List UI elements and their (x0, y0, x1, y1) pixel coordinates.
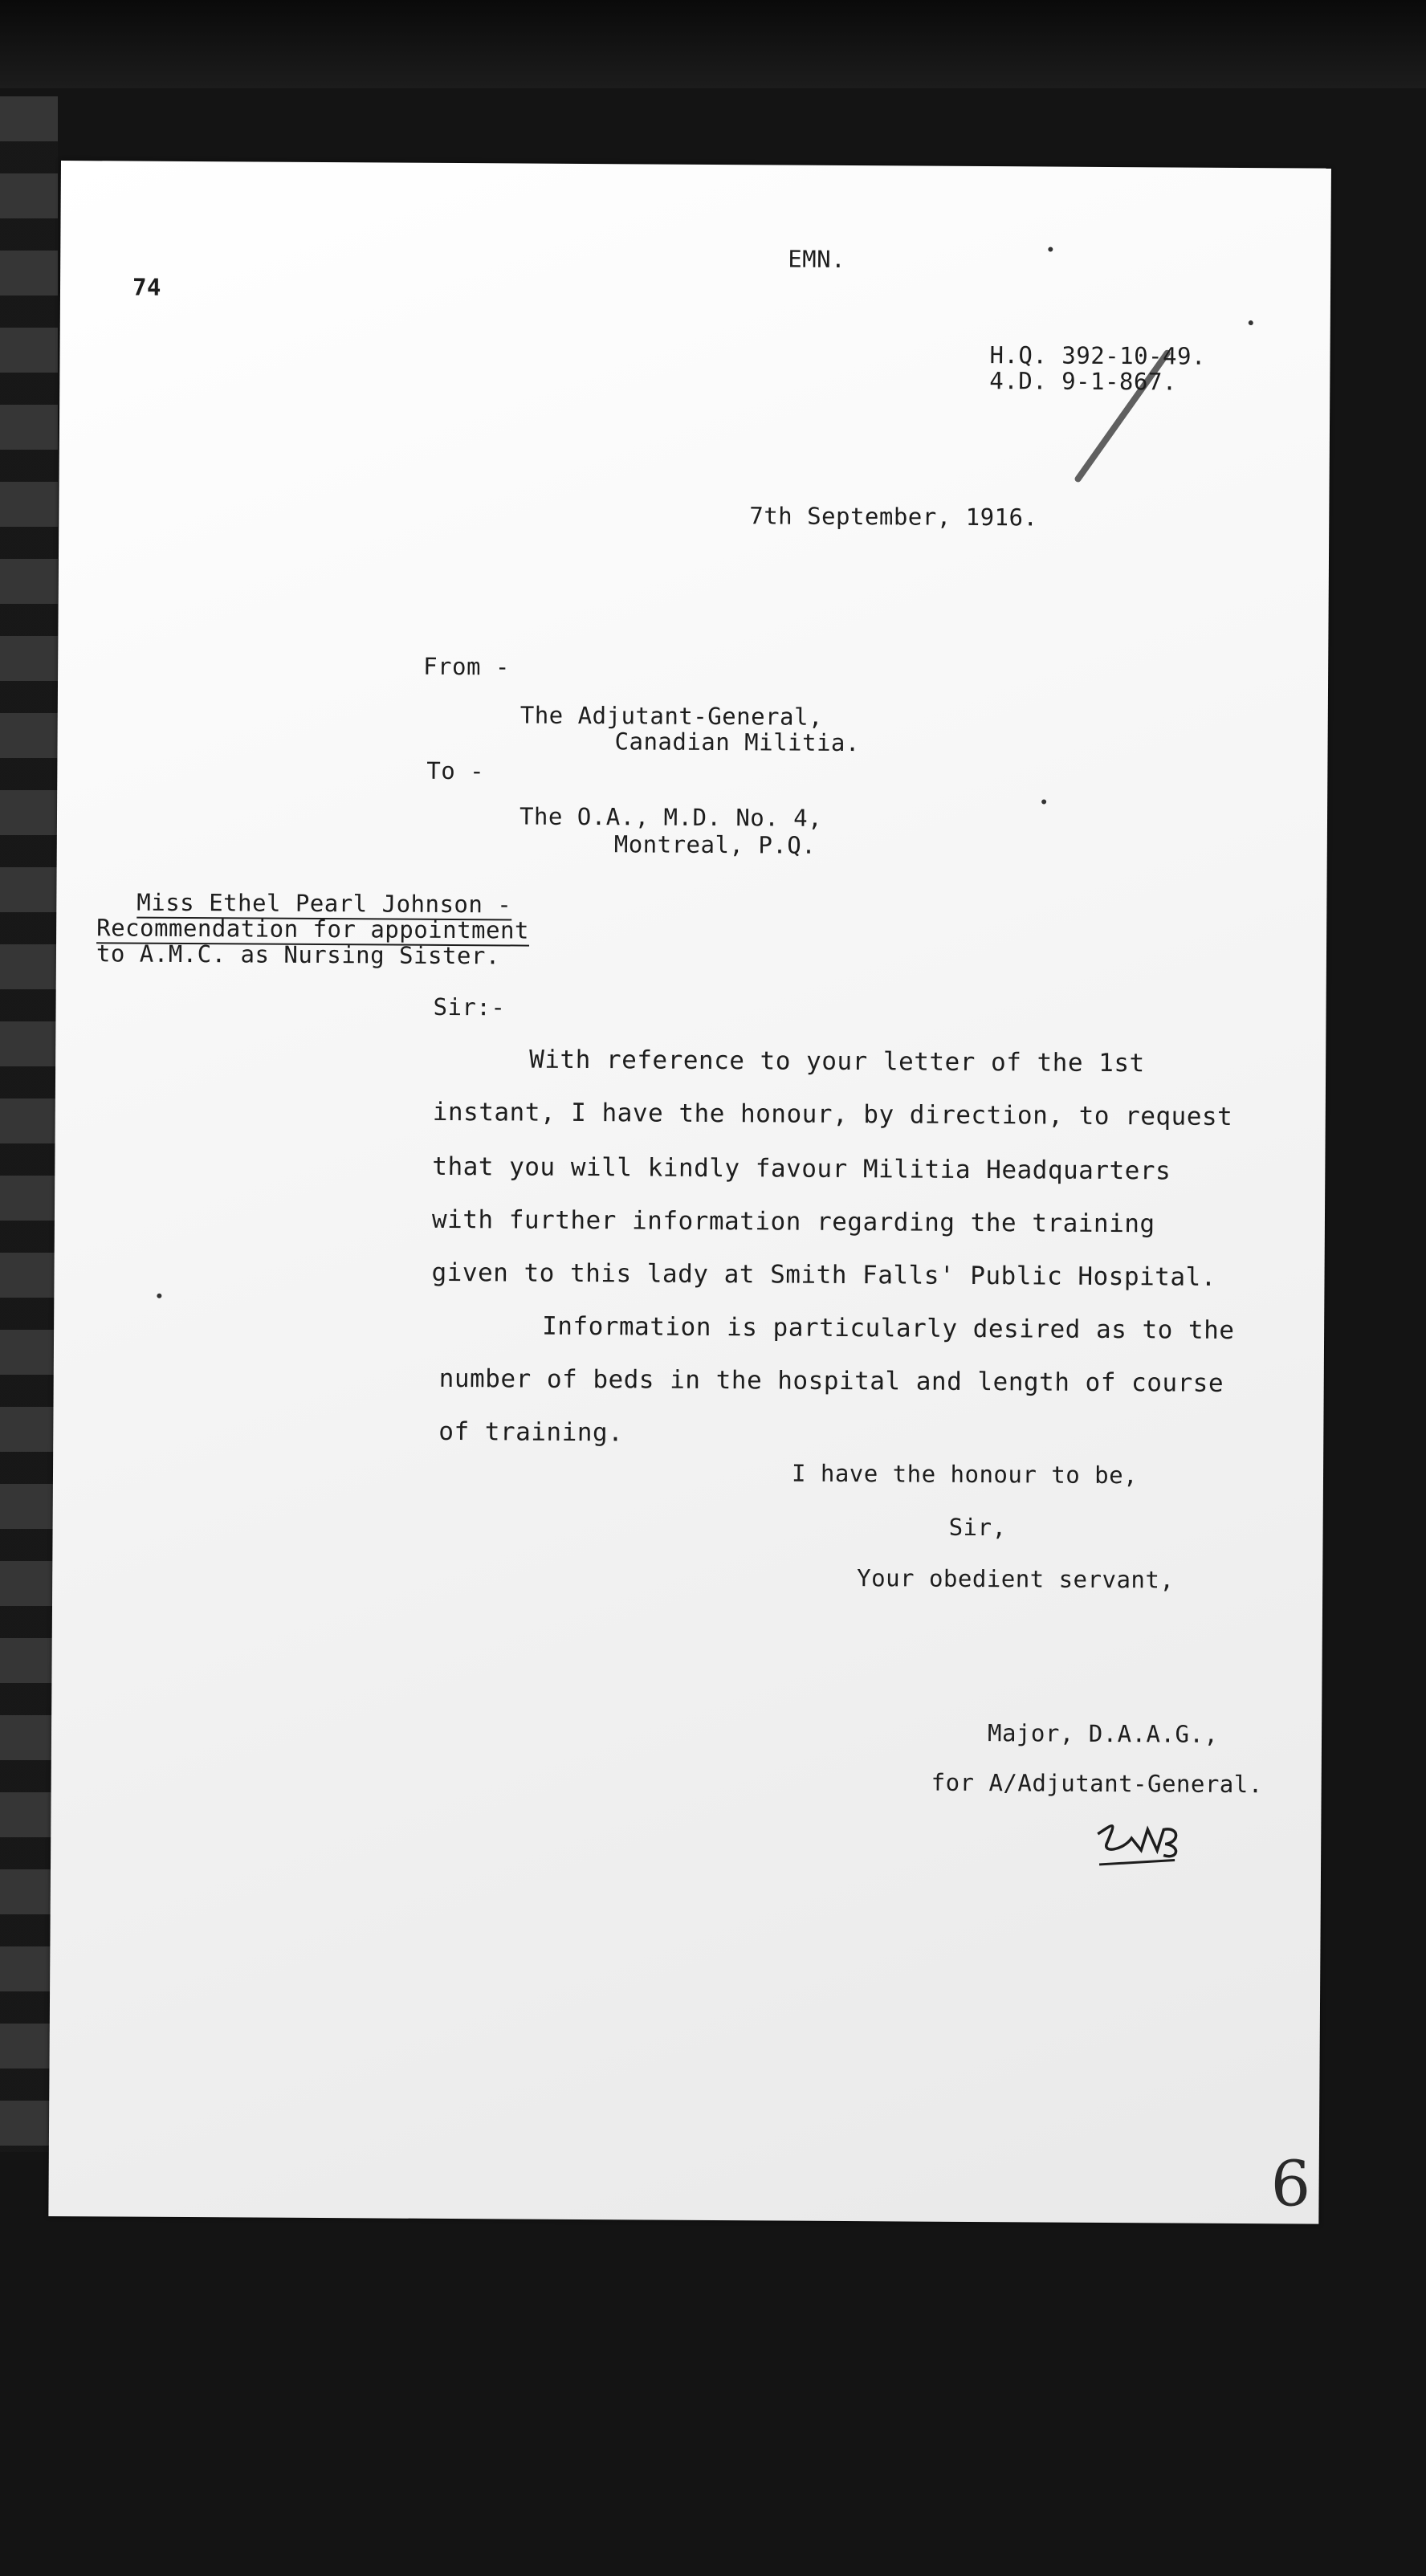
closing-line: I have the honour to be, (791, 1459, 1139, 1490)
to-label: To - (426, 756, 485, 785)
film-strip-edge (0, 96, 58, 2152)
from-line: The Adjutant-General, (519, 701, 824, 731)
salutation: Sir:- (433, 992, 506, 1021)
signature-title: Major, D.A.A.G., (987, 1719, 1219, 1748)
handwritten-initials-signature (1091, 1818, 1188, 1875)
handwritten-page-number: 6 (1270, 2148, 1312, 2221)
body-line: given to this lady at Smith Falls' Public Hospital. (431, 1257, 1216, 1292)
body-line: Information is particularly desired as to the (542, 1311, 1235, 1345)
body-line: number of beds in the hospital and length of course (438, 1363, 1224, 1398)
ink-speck (1048, 247, 1053, 252)
body-line: With reference to your letter of the 1st (529, 1045, 1145, 1078)
closing-line: Your obedient servant, (857, 1564, 1175, 1594)
to-line: Montreal, P.Q. (613, 830, 817, 859)
corner-mark: 74 (132, 273, 162, 301)
from-line: Canadian Militia. (614, 728, 861, 757)
body-line: with further information regarding the training (431, 1204, 1155, 1239)
ink-speck (1041, 799, 1046, 804)
letter-date: 7th September, 1916. (749, 502, 1038, 532)
body-line: instant, I have the honour, by direction, to request (432, 1097, 1233, 1131)
subject-line: Miss Ethel Pearl Johnson - (136, 889, 511, 921)
subject-line: to A.M.C. as Nursing Sister. (96, 940, 500, 970)
closing-line: Sir, (948, 1513, 1007, 1542)
subject-line: Recommendation for appointment (96, 914, 529, 946)
ink-speck (1249, 320, 1253, 325)
film-top-edge (0, 0, 1426, 88)
body-line: of training. (438, 1416, 624, 1448)
file-reference: 4.D. 9-1-867. (989, 367, 1177, 396)
file-reference: H.Q. 392-10-49. (989, 341, 1207, 370)
to-line: The O.A., M.D. No. 4, (519, 802, 823, 832)
body-line: that you will kindly favour Militia Headquarters (432, 1151, 1171, 1186)
from-label: From - (423, 652, 511, 681)
typist-initials: EMN. (788, 245, 846, 273)
ink-speck (157, 1294, 161, 1298)
signature-title: for A/Adjutant-General. (931, 1768, 1263, 1799)
letter-page (48, 161, 1331, 2224)
